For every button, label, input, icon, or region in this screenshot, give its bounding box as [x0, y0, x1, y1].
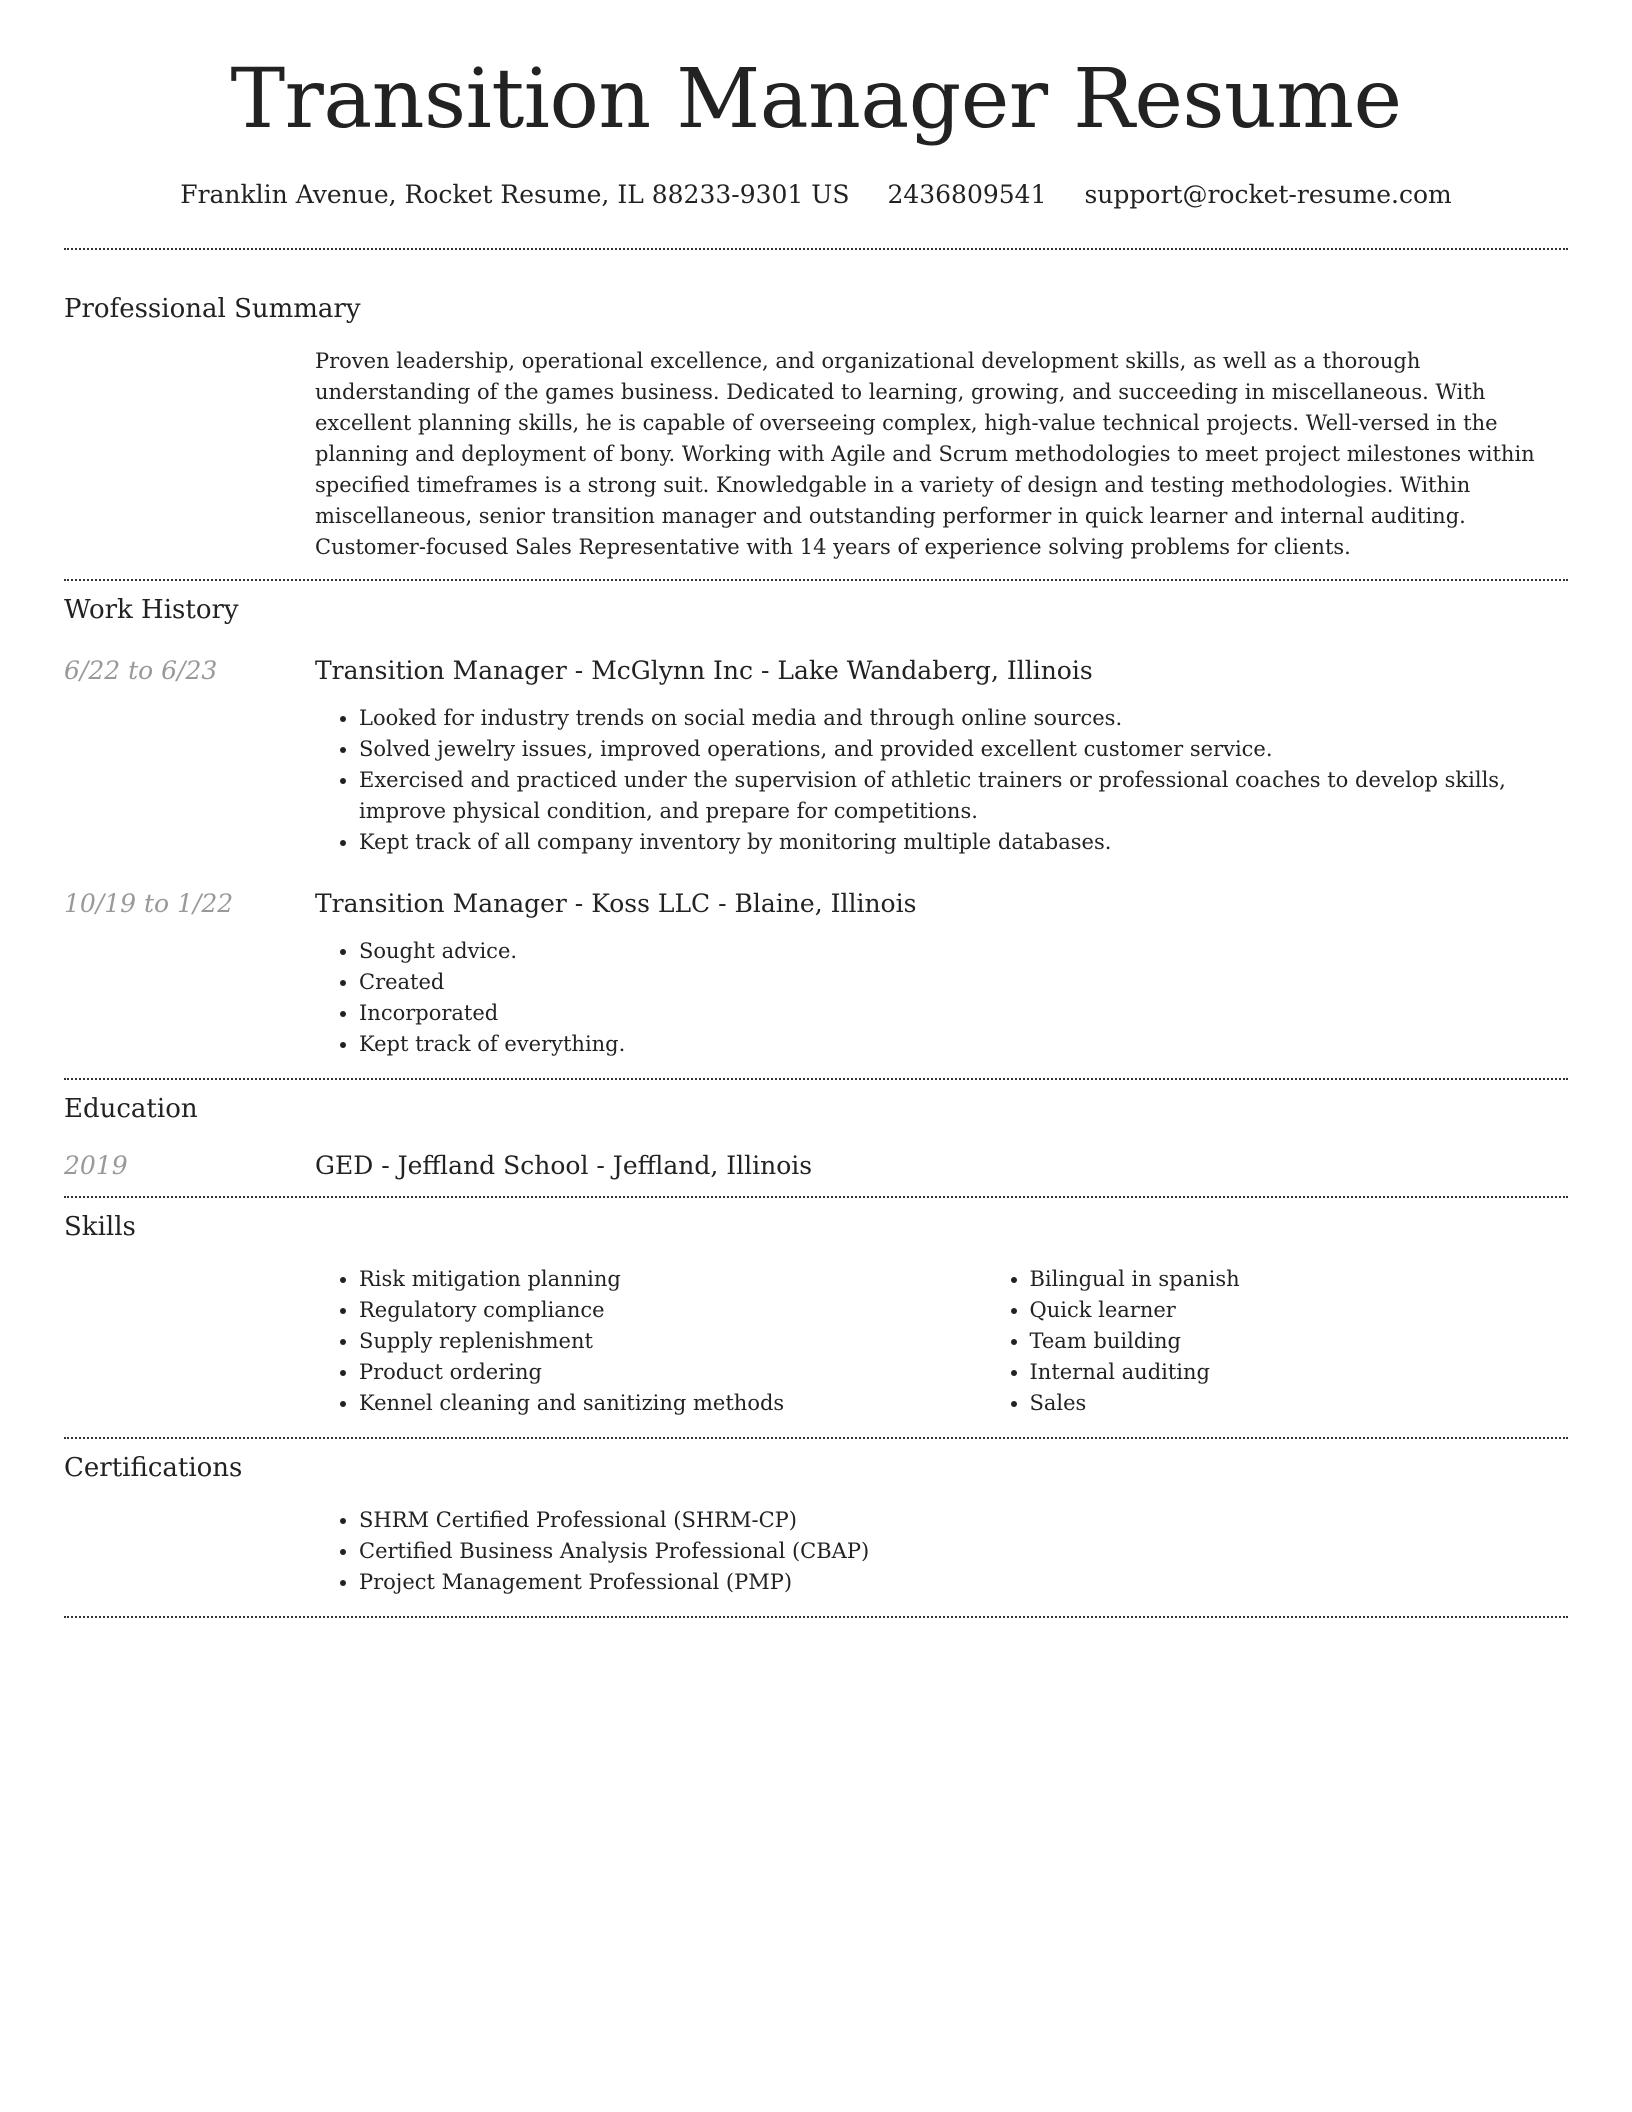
job-entry — [64, 655, 1568, 858]
job-bullet: • Exercised and practiced under the supervision of athletic trainers or professional coaches to develop skills, improve physical condition, and prepare for competitions. — [359, 765, 1568, 827]
section-title-work: Work History — [64, 595, 239, 625]
contact-email[interactable]: support@rocket-resume.com — [1084, 180, 1452, 209]
resume-title: Transition Manager Resume — [230, 52, 1402, 147]
certifications-list — [315, 1505, 1568, 1598]
certifications-row — [64, 1505, 1568, 1598]
education-entry — [64, 1150, 1568, 1182]
education-details — [315, 1150, 1568, 1182]
job-details — [315, 888, 1568, 1060]
skills-row — [64, 1264, 1568, 1419]
education-section — [64, 1080, 1568, 1196]
certifications-body — [315, 1505, 1568, 1598]
job-bullets — [315, 703, 1568, 858]
contact-line — [64, 178, 1568, 212]
job-date-col — [64, 655, 315, 687]
job-date-col — [64, 888, 315, 920]
certification-item: • Project Management Professional (PMP) — [359, 1567, 1568, 1598]
skill-item: • Quick learner — [1030, 1295, 1632, 1326]
summary-row — [64, 346, 1568, 563]
skill-item: • Supply replenishment — [359, 1326, 986, 1357]
skill-item: • Kennel cleaning and sanitizing methods — [359, 1388, 986, 1419]
job-bullet: • Created — [359, 967, 1568, 998]
job-bullets — [315, 936, 1568, 1060]
job-bullet: • Sought advice. — [359, 936, 1568, 967]
professional-summary-section — [64, 250, 1568, 579]
skills-grid — [315, 1264, 1568, 1419]
job-bullet: • Kept track of all company inventory by monitoring multiple databases. — [359, 827, 1568, 858]
work-history-section — [64, 581, 1568, 1078]
skill-item: • Bilingual in spanish — [1030, 1264, 1632, 1295]
skills-section — [64, 1198, 1568, 1437]
job-entry — [64, 888, 1568, 1060]
skill-item: • Team building — [1030, 1326, 1632, 1357]
job-bullet: • Looked for industry trends on social media and through online sources. — [359, 703, 1568, 734]
certification-item: • SHRM Certified Professional (SHRM-CP) — [359, 1505, 1568, 1536]
job-bullet: • Kept track of everything. — [359, 1029, 1568, 1060]
job-date: 6/22 to 6/23 — [64, 656, 218, 685]
job-details — [315, 655, 1568, 858]
section-divider — [64, 1616, 1568, 1618]
contact-phone: 2436809541 — [887, 180, 1047, 209]
section-title-certifications: Certifications — [64, 1453, 243, 1483]
section-title-summary: Professional Summary — [64, 294, 361, 324]
certifications-section — [64, 1439, 1568, 1616]
job-date: 10/19 to 1/22 — [64, 889, 234, 918]
skill-item: • Sales — [1030, 1388, 1632, 1419]
skills-list-left — [315, 1264, 986, 1419]
section-title-skills: Skills — [64, 1212, 136, 1242]
summary-body — [315, 346, 1568, 563]
job-heading: Transition Manager - Koss LLC - Blaine, Illinois — [315, 889, 917, 918]
resume-header — [64, 0, 1568, 212]
certification-item: • Certified Business Analysis Professional (CBAP) — [359, 1536, 1568, 1567]
education-heading: GED - Jeffland School - Jeffland, Illinois — [315, 1151, 813, 1180]
skill-item: • Risk mitigation planning — [359, 1264, 986, 1295]
summary-text: Proven leadership, operational excellence, and organizational development skills, as well as a thorough understanding of the games business. Dedicated to learning, growing, and succeeding in miscellaneous. With excellent planning skills, he is capable of overseeing complex, high-value technical projects. Well-versed in the planning and deployment of bony. Working with Agile and Scrum methodologies to meet project milestones within specified timeframes is a strong suit. Knowledgable in a variety of design and testing methodologies. Within miscellaneous, senior transition manager and outstanding performer in quick learner and internal auditing. Customer-focused Sales Representative with 14 years of experience solving problems for clients. — [315, 349, 1535, 559]
skills-list-right — [986, 1264, 1632, 1419]
section-title-education: Education — [64, 1094, 198, 1124]
job-heading: Transition Manager - McGlynn Inc - Lake Wandaberg, Illinois — [315, 656, 1093, 685]
skill-item: • Internal auditing — [1030, 1357, 1632, 1388]
job-bullet: • Incorporated — [359, 998, 1568, 1029]
skill-item: • Regulatory compliance — [359, 1295, 986, 1326]
education-date: 2019 — [64, 1151, 128, 1180]
education-date-col — [64, 1150, 315, 1182]
contact-address: Franklin Avenue, Rocket Resume, IL 88233-9301 US — [180, 180, 850, 209]
skill-item: • Product ordering — [359, 1357, 986, 1388]
job-bullet: • Solved jewelry issues, improved operations, and provided excellent customer service. — [359, 734, 1568, 765]
